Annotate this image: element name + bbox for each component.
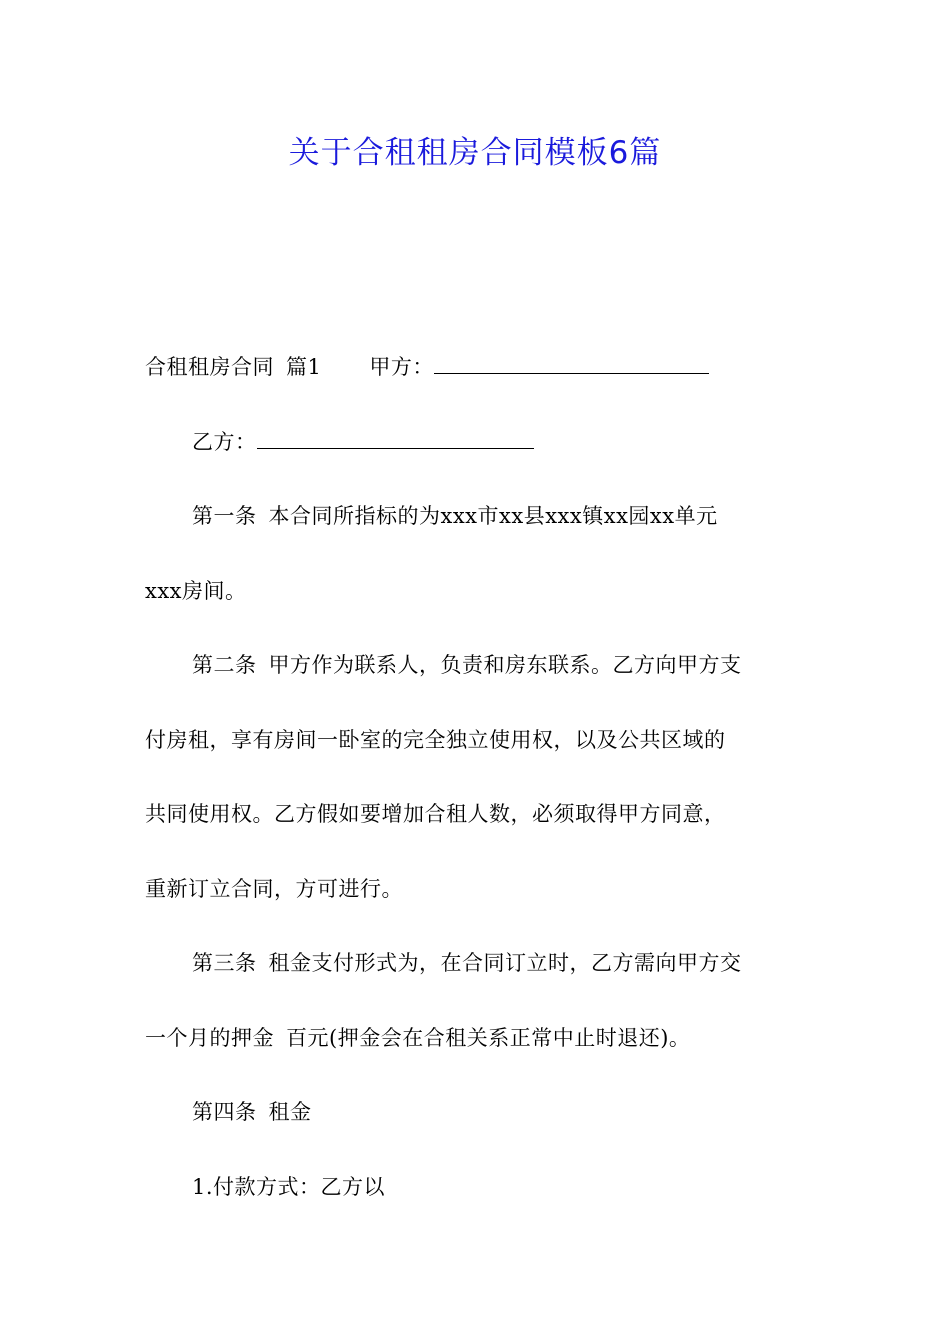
- header-line: [145, 330, 810, 405]
- party-b-label: 乙方：: [192, 429, 257, 454]
- deposit-text: 一个月的押金: [145, 1025, 274, 1050]
- article-4-heading: 第四条: [192, 1100, 257, 1124]
- article-3-text: 租金支付形式为，在合同订立时，乙方需向甲方交: [268, 951, 742, 975]
- party-a-blank: [434, 355, 709, 374]
- article-3-heading: 第三条: [192, 951, 257, 975]
- article-2-heading: 第二条: [192, 653, 257, 677]
- article-1-text: 本合同所指标的为xxx市xx县xxx镇xx园xx单元: [268, 504, 718, 528]
- deposit-amount-text: 百元(押金会在合租关系正常中止时退还)。: [286, 1025, 691, 1050]
- article-2-text: 甲方作为联系人，负责和房东联系。乙方向甲方支: [268, 653, 742, 677]
- article-4-line-1: [145, 1075, 810, 1150]
- article-1-line-1: [145, 479, 810, 554]
- payment-method-line: 1.付款方式：乙方以: [192, 1174, 386, 1199]
- article-2-line-1: [145, 628, 810, 703]
- article-1-heading: 第一条: [192, 504, 257, 528]
- section-label: 合租租房合同: [145, 355, 274, 379]
- party-b-line: [145, 405, 810, 480]
- article-2-line-3: 共同使用权。乙方假如要增加合租人数，必须取得甲方同意，: [145, 802, 726, 826]
- article-2-line-4: 重新订立合同，方可进行。: [145, 876, 403, 901]
- article-1-line-2: xxx房间。: [145, 578, 247, 603]
- article-2-line-2: 付房租，享有房间一卧室的完全独立使用权，以及公共区域的: [145, 727, 726, 752]
- article-3-line-1: [145, 926, 810, 1001]
- document-title: 关于合租租房合同模板6篇: [288, 135, 662, 171]
- document-body: [145, 330, 810, 1224]
- section-number: 篇1: [286, 355, 322, 379]
- article-4-title: 租金: [268, 1100, 312, 1124]
- article-3-line-2: [145, 1001, 810, 1076]
- party-a-label: 甲方：: [369, 355, 434, 379]
- party-b-blank: [257, 430, 534, 449]
